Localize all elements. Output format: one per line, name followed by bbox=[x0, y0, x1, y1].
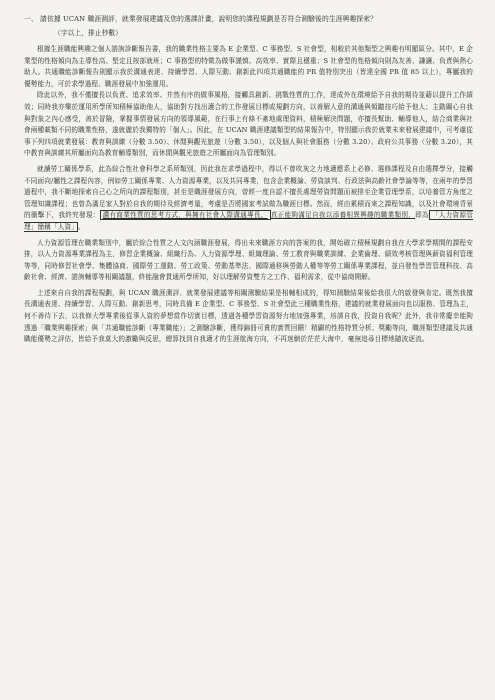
length-note: （字以上，排止杪數） bbox=[54, 29, 122, 37]
underlined-phrase: 真正能夠滿足自我以添養相異興趣的職業類別， bbox=[270, 211, 416, 220]
paragraph-3-text: 就讀勞工關係學系，此為綜合性社會科學之系所類別，因此我在求學過程中，得以不曾吹灰之力地適應系上必修、選修課程及自由選擇學分，接觸不同面向/屬性之課程內容，例如勞工關係專業、人力資源專業，以及共同專業，包含企業概論、勞資談判、行政法與高齡社會學論等等，在兩年的學習過程中，我不斷地探索自己心之所向的課程類別，甚至是職涯發展方向，曾經一度自認不擅長處理勞資問題而被排至企業管理學系，以培養管方角度之管理知識課程；也曾為滿足家人對於自我的期待及經濟考量，考慮是否將國家考試做為職涯目標。然而，經由累積而來之課程知識，以及社會環境背景的衝擊下，我終究發現： bbox=[24, 164, 473, 220]
paragraph-1: 根據生涯職能興趣之個人諮詢診斷報告書，我的職業性格主要為 E 企業型、C 事務型、S 社會型，相較於其他類型之興趣有明顯區分。其中，E 企業型的性格傾向為主導性高、堅定且按部就班；C 事務型的特徵為做事謹慎、高效率、實際且穩重；S 社會型的性格傾向則為友善、謙讓、負責與熱心助人。共通職能診斷報告則顯示我於溝通表達、持續學習、人際互動、創新此四項共通職能的 PR 值特別突出（皆達全國 PR 值 85 以上），專屬我的優勢能力，可於求學過程、職涯發展中加強運用。 bbox=[24, 45, 473, 88]
boxed-phrase-2: 「人力資源管理」簡稱「人資」 bbox=[24, 211, 473, 231]
paragraph-4: 人力資源管理在職業類別中，屬於綜合性質之人文內涵職涯發展，得出未來職涯方向的答案的我，開始確立積極規劃自我在大學求學期間的課程安排，以人力資源專業課程為主，修習企業概論、組織行為、人力資源學理、組織理論、勞工教育與職業訓練、企業倫理、績效考核管理與薪資福利管理等等，同時修習社會學、集體協商、國際勞工運動、勞工政策、勞動基準法、國際通移與勞動人權等等勞工關係專業課程，並自發性學習管理科技、高齡社會、經濟、諮詢輔導等相關議題，終能融會貫通所學所知，好以理解勞資雙方之工作、福利需求，從中協商開解。 bbox=[24, 238, 473, 282]
boxed-phrase-1: 濃有商業性質的思考方式，與擁有社會人際溝通專長， bbox=[100, 210, 271, 220]
paragraph-3 bbox=[24, 164, 473, 234]
paragraph-5: 上述來自自我的課程規劃，與 UCAN 職涯測評、就業發展建議等相關測驗結果是相輔相成的，得知測驗結果後給我很大的啟發與肯定。既然我擅長溝通表達、持續學習、人際互動、創新思考，同時具備 E 企業型、C 事務型、S 社會型此三種職業性格，建議的就業發展面向也以服務、管理為主，何不善待下去，以我修大學專業後從事人資的夢想當作切實目標，透過各種學習資源努力地加強專業，培訓自我，投資自我呢？此外，我非常慶幸能夠透過「職業興趣探索」與「共通職能診斷（專業職能）」之測驗診斷，獲得錦冊可貴的實質回饋！精闢的性格特質分析、獎勵等向，職涯類型建議及共通職能優勢之評估，皆給予我莫大的激勵與反思，總算找到自我適才的生涯航海方向，不再迷網於茫茫大海中，毫無追尋目標地隨波逐流。 bbox=[24, 288, 473, 344]
connector-text: 即為 bbox=[415, 211, 429, 220]
question-heading: 一、 請依據 UCAN 職涯測評，就業發展建議及您的選課計畫，說明您的課程規劃是否符合測驗後的生涯興趣探索？ bbox=[24, 15, 378, 23]
paragraph-2: 除此以外，我不僅擅長以負責、追求效率、井然有序的做事風格，接觸具創新、挑戰性質的工作，達成外在環境給予自我的期待並藉以提升工作績效；同時我亦樂於運用所學所知積極協助他人，協助對方找出適合的工作發展目標或規劃方向，以善解人意的溝通與傾聽技巧給予他人；主動關心自我與對象之內心感受，善於冒險，掌握事情發展方向的領導風範，在行事上有條不紊地處理資料，積極解決問題，亦擅長幫助、輔導他人，結合商業與社會兩種載類不同的職業性格，遂就麗於我獨特的「個人」。因此，在 UCAN 職涯建議類型的結果報告中，特別顯示我於就業未來發展建議中，可考慮從事下列四項就業發展：教育與訓練（分數 3.50）、休閒與觀光旅遊（分數 3.50），以及個人與社會服務（分數 3.20）、政府公共事務（分數 3.20），其中教育與訓練其所屬面向為教育輔導類別，而休閒與觀光旅遊之所屬面向為管理類別。 bbox=[24, 91, 473, 158]
paragraph-3-end: 。 bbox=[77, 222, 85, 231]
